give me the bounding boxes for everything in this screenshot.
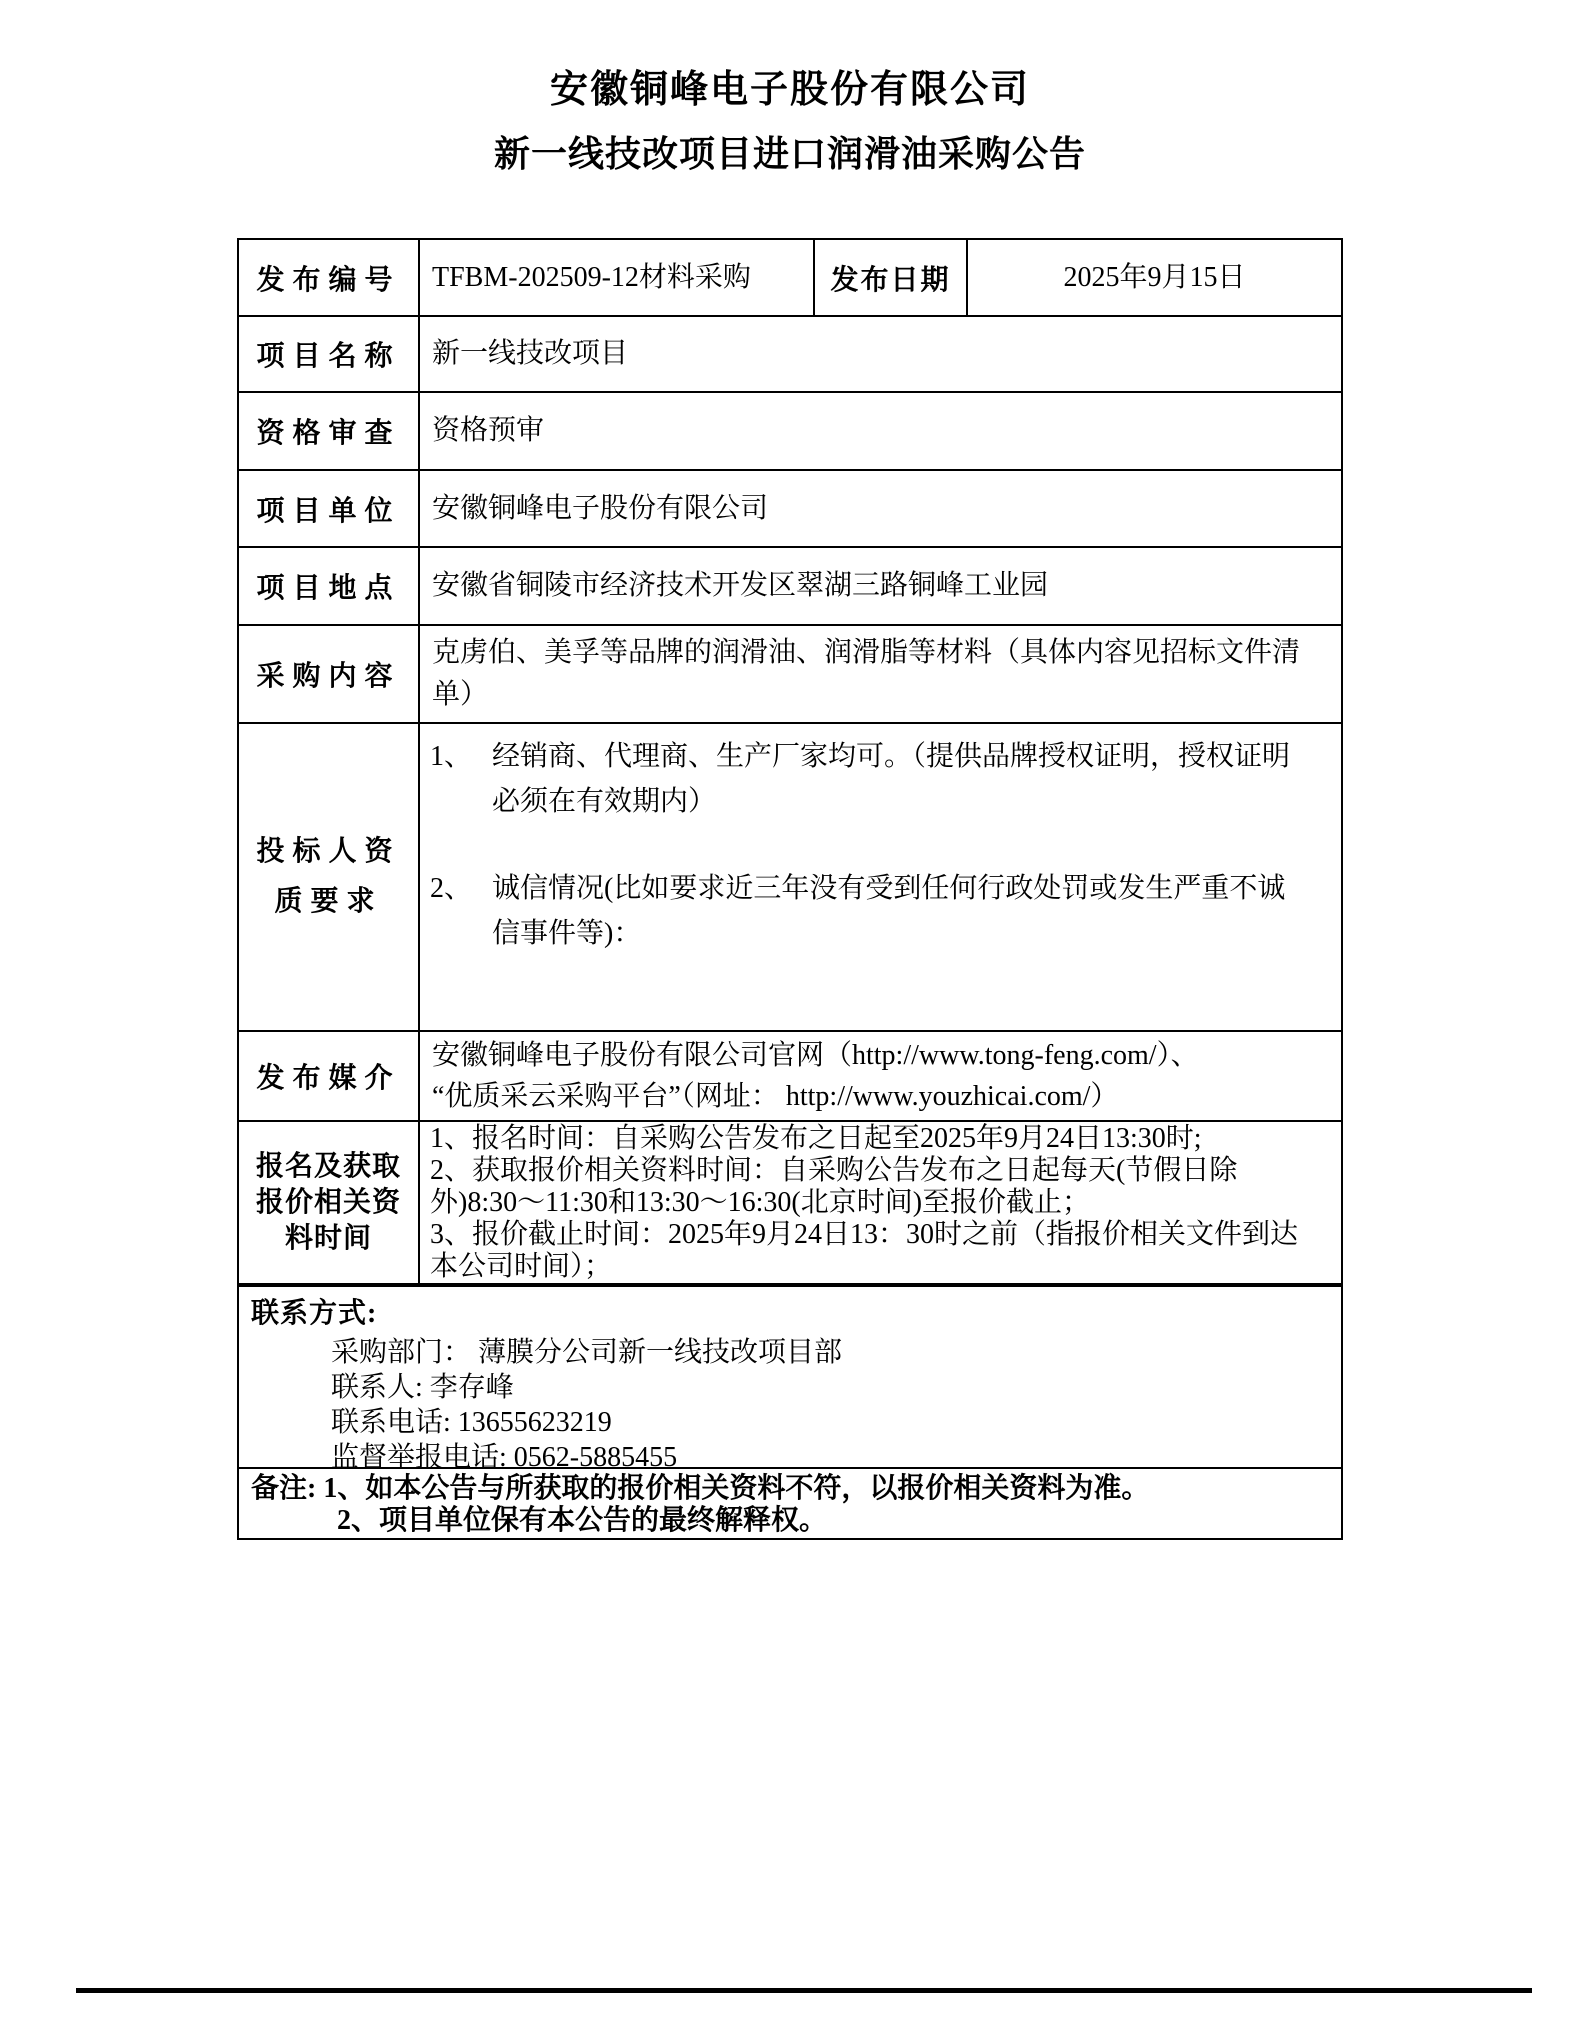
publish-media-label: 发布媒介 bbox=[256, 1063, 401, 1094]
project-location-value: 安徽省铜陵市经济技术开发区翠湖三路铜峰工业园 bbox=[418, 548, 1341, 624]
publish-number-label: 发布编号 bbox=[256, 264, 401, 296]
project-unit-value: 安徽铜峰电子股份有限公司 bbox=[418, 471, 1341, 546]
document-title: 安徽铜峰电子股份有限公司 bbox=[549, 69, 1030, 111]
table-row-publish-number bbox=[239, 240, 1341, 315]
qualification-item-1-text: 经销商、代理商、生产厂家均可。（提供品牌授权证明，授权证明必须在有效期内） bbox=[492, 741, 1291, 817]
qualification-review-label: 资格审查 bbox=[256, 418, 401, 449]
bidder-qualification-content bbox=[418, 724, 1341, 1030]
qualification-item-2-marker: 2、 bbox=[430, 873, 473, 904]
publish-date-label: 发布日期 bbox=[813, 240, 966, 315]
bidder-qualification-label-line1: 投标人资 bbox=[256, 836, 401, 867]
qualification-item-1 bbox=[430, 734, 1331, 824]
publish-media-line2: “优质采云采购平台”（网址： http://www.youzhicai.com/） bbox=[432, 1081, 1119, 1112]
qualification-review-value: 资格预审 bbox=[418, 393, 1341, 469]
remark-line1: 备注: 1、如本公告与所获取的报价相关资料不符，以报价相关资料为准。 bbox=[251, 1473, 1150, 1504]
registration-line2: 2、获取报价相关资料时间：自采购公告发布之日起每天(节假日除 bbox=[430, 1155, 1238, 1186]
project-name-label: 项目名称 bbox=[256, 341, 401, 372]
table-row-qualification-review bbox=[239, 391, 1341, 469]
announcement-table bbox=[237, 238, 1343, 1540]
contact-person: 联系人: 李存峰 bbox=[331, 1372, 514, 1403]
contact-phone: 联系电话: 13655623219 bbox=[331, 1407, 612, 1438]
contact-heading: 联系方式: bbox=[251, 1298, 378, 1329]
publish-media-content bbox=[418, 1032, 1341, 1120]
registration-label-line2: 报价相关资 bbox=[255, 1186, 401, 1218]
bidder-qualification-label-line2: 质要求 bbox=[274, 886, 383, 917]
project-location-label: 项目地点 bbox=[256, 573, 401, 604]
publish-date-value: 2025年9月15日 bbox=[966, 240, 1341, 315]
document-subtitle: 新一线技改项目进口润滑油采购公告 bbox=[493, 133, 1086, 174]
publish-number-value: TFBM-202509-12材料采购 bbox=[418, 240, 813, 315]
table-row-project-name bbox=[239, 315, 1341, 391]
remark-line2: 2、项目单位保有本公告的最终解释权。 bbox=[337, 1505, 828, 1536]
table-row-procurement-content bbox=[239, 624, 1341, 722]
table-row-project-location bbox=[239, 546, 1341, 624]
table-row-bidder-qualification bbox=[239, 722, 1341, 1030]
registration-label-line3: 料时间 bbox=[284, 1222, 372, 1254]
contact-supervision-phone: 监督举报电话: 0562-5885455 bbox=[331, 1442, 678, 1473]
qualification-item-1-marker: 1、 bbox=[430, 741, 473, 772]
bidder-qualification-label bbox=[239, 724, 418, 1030]
registration-line4: 3、报价截止时间：2025年9月24日13：30时之前（指报价相关文件到达 bbox=[430, 1219, 1299, 1250]
registration-line3: 外)8:30～11:30和13:30～16:30(北京时间)至报价截止； bbox=[430, 1187, 1091, 1218]
registration-line5: 本公司时间）； bbox=[430, 1251, 613, 1282]
registration-time-content bbox=[418, 1122, 1341, 1283]
table-row-publish-media bbox=[239, 1030, 1341, 1120]
registration-time-label bbox=[239, 1122, 418, 1283]
contact-department: 采购部门： 薄膜分公司新一线技改项目部 bbox=[331, 1337, 843, 1368]
qualification-item-2 bbox=[430, 866, 1331, 956]
registration-line1: 1、报名时间：自采购公告发布之日起至2025年9月24日13:30时; bbox=[430, 1123, 1202, 1154]
project-name-value: 新一线技改项目 bbox=[418, 317, 1341, 391]
project-unit-label: 项目单位 bbox=[256, 495, 401, 527]
table-row-contact bbox=[239, 1283, 1341, 1473]
qualification-item-2-text: 诚信情况(比如要求近三年没有受到任何行政处罚或发生严重不诚信事件等)： bbox=[492, 873, 1286, 949]
procurement-content-value: 克虏伯、美孚等品牌的润滑油、润滑脂等材料（具体内容见招标文件清单） bbox=[418, 626, 1341, 722]
registration-label-line1: 报名及获取 bbox=[255, 1150, 401, 1182]
table-row-remark bbox=[239, 1467, 1341, 1538]
procurement-content-label: 采购内容 bbox=[256, 661, 401, 692]
table-row-project-unit bbox=[239, 469, 1341, 546]
table-row-registration-time bbox=[239, 1120, 1341, 1283]
publish-media-line1: 安徽铜峰电子股份有限公司官网（http://www.tong-feng.com/）、 bbox=[432, 1040, 1199, 1071]
footer-rule-line bbox=[76, 1988, 1532, 1993]
